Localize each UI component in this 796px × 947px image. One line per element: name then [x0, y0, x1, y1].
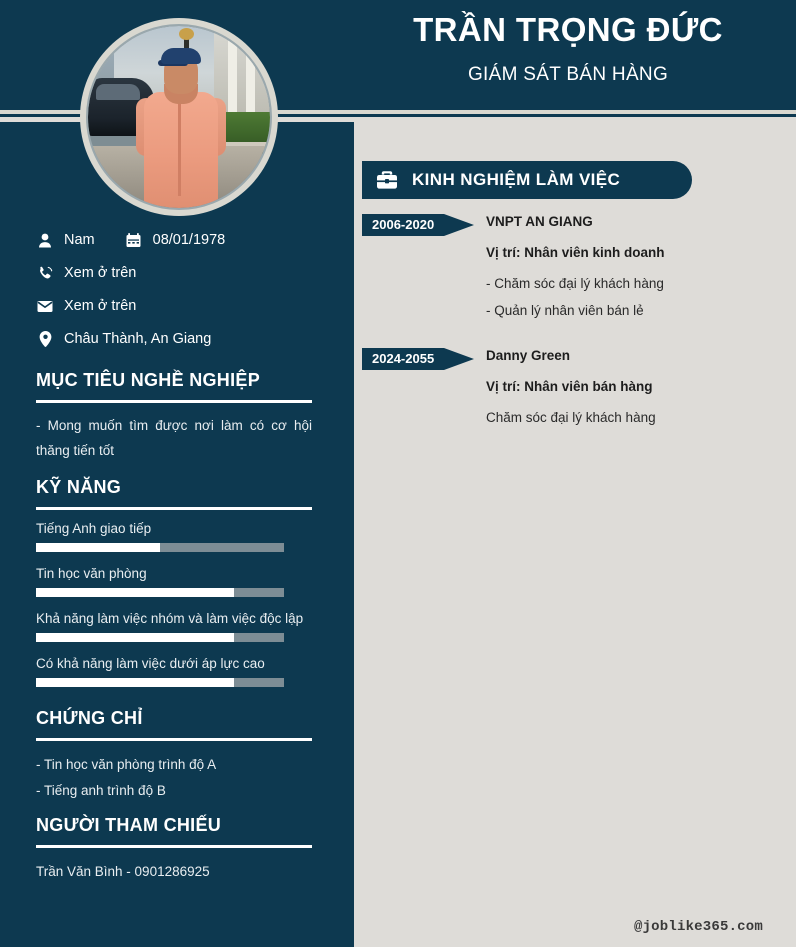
section-certificates-title: CHỨNG CHỈ: [36, 708, 143, 728]
experience-period-arrow: [444, 214, 474, 236]
experience-company: Danny Green: [486, 348, 571, 363]
contact-address-value: Châu Thành, An Giang: [64, 331, 212, 347]
contact-row-gender-birthday: [36, 232, 336, 248]
skill-item: [36, 611, 312, 642]
watermark: @joblike365.com: [633, 919, 763, 935]
person-icon: [36, 233, 54, 248]
experience-position: Vị trí: Nhân viên bán hàng: [486, 379, 653, 394]
contact-row-address: [36, 331, 336, 347]
section-certificates-rule: [36, 738, 312, 741]
skill-item: [36, 521, 312, 552]
skill-progress-fill: [36, 543, 160, 552]
experience-item: [354, 348, 796, 444]
certificate-item: - Tin học văn phòng trình độ A: [36, 757, 217, 772]
skill-progress-track: [36, 543, 284, 552]
experience-company: VNPT AN GIANG: [486, 214, 593, 229]
section-objective-title: MỤC TIÊU NGHỀ NGHIỆP: [36, 370, 261, 390]
section-references-title: NGƯỜI THAM CHIẾU: [36, 815, 222, 835]
photo-shirt: [144, 92, 218, 208]
contact-birthday: [125, 232, 226, 248]
section-references: [36, 815, 312, 885]
section-objective-rule: [36, 400, 312, 403]
location-pin-icon: [36, 331, 54, 347]
section-skills: [36, 477, 312, 701]
section-references-rule: [36, 845, 312, 848]
section-certificates: [36, 708, 312, 805]
contact-row-phone: [36, 265, 336, 281]
skill-progress-fill: [36, 588, 234, 597]
section-objective: [36, 370, 312, 464]
contact-birthday-value: 08/01/1978: [152, 232, 226, 248]
skills-list: [36, 521, 312, 687]
photo-cap: [161, 48, 201, 64]
main-content: [354, 122, 796, 947]
experience-duty: - Chăm sóc đại lý khách hàng: [486, 276, 664, 291]
photo-shirt-placket: [178, 96, 181, 196]
references-list: [36, 859, 312, 885]
section-skills-title: KỸ NĂNG: [36, 477, 122, 497]
experience-period-tag: [362, 214, 474, 236]
experience-header: [362, 161, 692, 199]
avatar: [80, 18, 278, 216]
avatar-photo: [88, 26, 270, 208]
skill-label: Khả năng làm việc nhóm và làm việc độc lập: [36, 611, 304, 626]
experience-body: [486, 348, 796, 425]
phone-icon: [36, 266, 54, 281]
page-title: TRẦN TRỌNG ĐỨC: [413, 11, 723, 48]
experience-period-tag: [362, 348, 474, 370]
contact-email-value: Xem ở trên: [64, 298, 137, 314]
photo-car-window: [96, 84, 140, 100]
contact-row-email: [36, 298, 336, 314]
experience-item: [354, 214, 796, 318]
briefcase-icon: [376, 170, 398, 190]
experience-duty: Chăm sóc đại lý khách hàng: [486, 410, 656, 425]
photo-lamp-head: [179, 28, 194, 40]
certificate-item: - Tiếng anh trình độ B: [36, 783, 166, 799]
skill-item: [36, 656, 312, 687]
section-objective-text: - Mong muốn tìm được nơi làm có cơ hội thăng tiến tốt: [36, 418, 312, 458]
job-title: GIÁM SÁT BÁN HÀNG: [467, 63, 669, 85]
calendar-icon: [125, 233, 143, 248]
experience-duty: - Quản lý nhân viên bán lẻ: [486, 303, 644, 318]
experience-list: [354, 214, 796, 474]
skill-label: Có khả năng làm việc dưới áp lực cao: [36, 656, 265, 671]
skill-item: [36, 566, 312, 597]
avatar-ring: [86, 24, 272, 210]
contact-gender: [36, 232, 95, 248]
contact-phone-value: Xem ở trên: [64, 265, 137, 281]
skill-progress-fill: [36, 678, 234, 687]
skill-progress-track: [36, 678, 284, 687]
contact-gender-value: Nam: [64, 232, 95, 248]
skill-label: Tin học văn phòng: [36, 566, 147, 581]
experience-period-label: 2024-2055: [362, 348, 444, 370]
skill-progress-track: [36, 588, 284, 597]
sidebar: [0, 122, 354, 947]
contact-list: [36, 232, 336, 364]
skill-progress-track: [36, 633, 284, 642]
skill-label: Tiếng Anh giao tiếp: [36, 521, 152, 536]
experience-period-arrow: [444, 348, 474, 370]
header-text-group: [360, 10, 776, 86]
certificates-list: [36, 752, 312, 805]
envelope-icon: [36, 300, 54, 313]
section-skills-rule: [36, 507, 312, 510]
experience-header-title: KINH NGHIỆM LÀM VIỆC: [412, 170, 621, 189]
experience-body: [486, 214, 796, 318]
skill-progress-fill: [36, 633, 234, 642]
experience-position: Vị trí: Nhân viên kinh doanh: [486, 245, 665, 260]
reference-item: Trần Văn Bình - 0901286925: [36, 864, 210, 879]
experience-period-label: 2006-2020: [362, 214, 444, 236]
